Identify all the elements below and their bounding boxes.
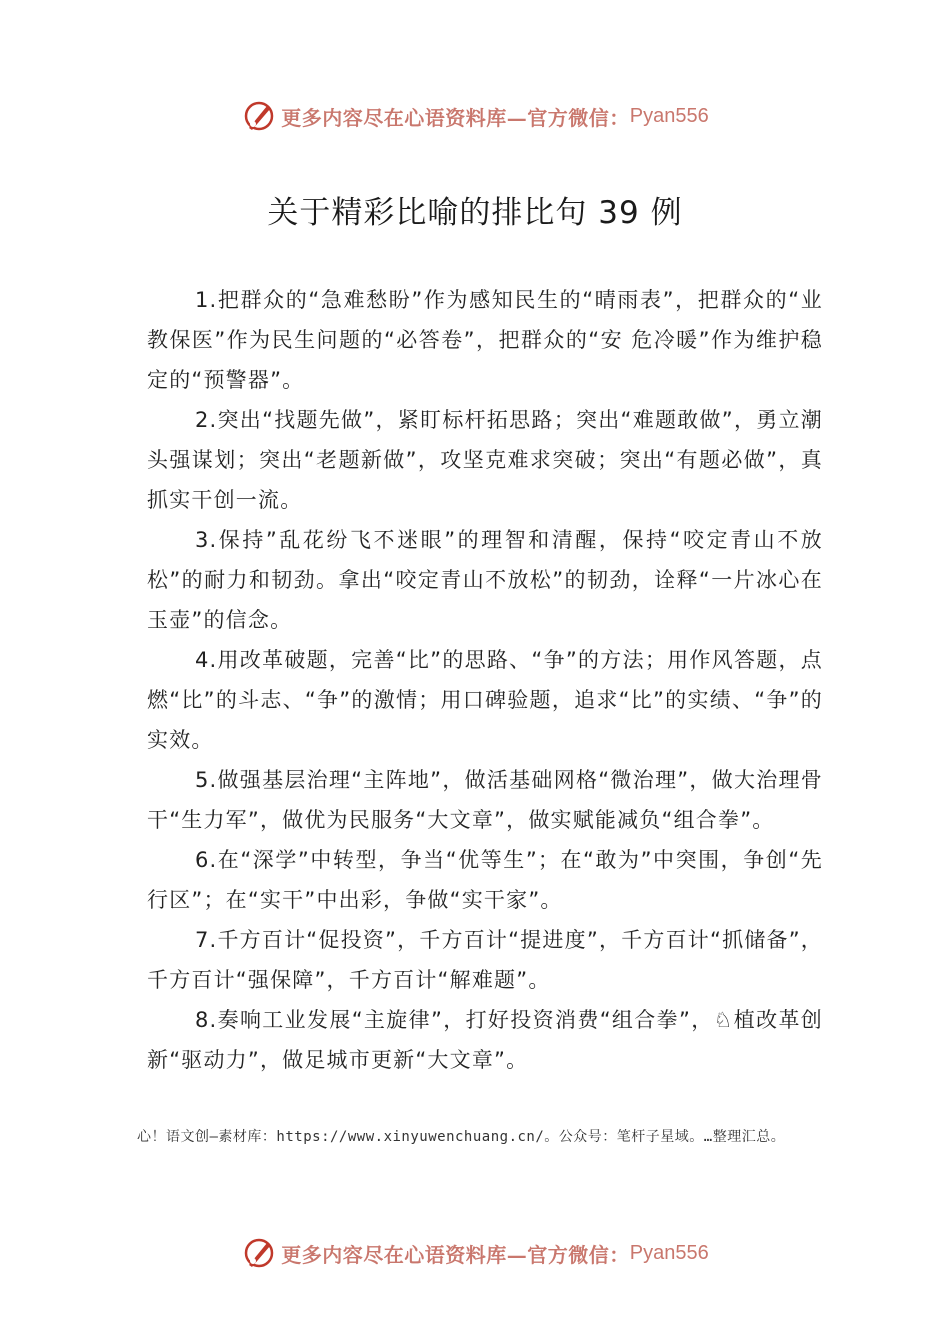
source-footnote: 心！语文创—素材库：https://www.xinyuwenchuang.cn/。公众号：笔杆子星域。…整理汇总。 xyxy=(137,1129,786,1145)
paragraph-6: 6.在“深学”中转型，争当“优等生”；在“敢为”中突围，争创“先行区”；在“实干”中出彩，争做“实干家”。 xyxy=(147,848,823,912)
banner-text: 更多内容尽在心语资料库—官方微信： xyxy=(281,105,630,130)
footer-banner xyxy=(0,1233,950,1273)
paragraph-1: 1.把群众的“急难愁盼”作为感知民生的“晴雨表”，把群众的“业教保医”作为民生问题的“必答卷”，把群众的“安 危冷暖”作为维护稳定的“预警器”。 xyxy=(147,288,823,392)
paragraph-7: 7.千方百计“促投资”，千方百计“提进度”，千方百计“抓储备”，千方百计“强保障”，千方百计“解难题”。 xyxy=(147,928,823,992)
pen-logo-icon xyxy=(241,98,277,134)
banner-text: 更多内容尽在心语资料库—官方微信： xyxy=(281,1242,630,1267)
banner-contact: Pyan556 xyxy=(629,1241,709,1264)
paragraph-8: 8.奏响工业发展“主旋律”，打好投资消费“组合拳”，♘植改革创新“驱动力”，做足城市更新“大文章”。 xyxy=(147,1008,823,1072)
document-body xyxy=(147,280,823,1080)
banner-contact: Pyan556 xyxy=(629,104,709,127)
pen-logo-icon xyxy=(241,1235,277,1271)
paragraph-3: 3.保持”乱花纷飞不迷眼”的理智和清醒，保持“咬定青山不放松”的耐力和韧劲。拿出“咬定青山不放松”的韧劲，诠释“一片冰心在玉壶”的信念。 xyxy=(147,528,823,632)
paragraph-2: 2.突出“找题先做”，紧盯标杆拓思路；突出“难题敢做”，勇立潮头强谋划；突出“老题新做”，攻坚克难求突破；突出“有题必做”，真抓实干创一流。 xyxy=(147,408,823,512)
paragraph-4: 4.用改革破题，完善“比”的思路、“争”的方法；用作风答题，点燃“比”的斗志、“争”的激情；用口碑验题，追求“比”的实绩、“争”的实效。 xyxy=(147,648,823,752)
header-banner xyxy=(0,96,950,136)
page-title: 关于精彩比喻的排比句 39 例 xyxy=(267,195,683,231)
paragraph-5: 5.做强基层治理“主阵地”，做活基础网格“微治理”，做大治理骨干“生力军”，做优为民服务“大文章”，做实赋能减负“组合拳”。 xyxy=(147,768,823,832)
